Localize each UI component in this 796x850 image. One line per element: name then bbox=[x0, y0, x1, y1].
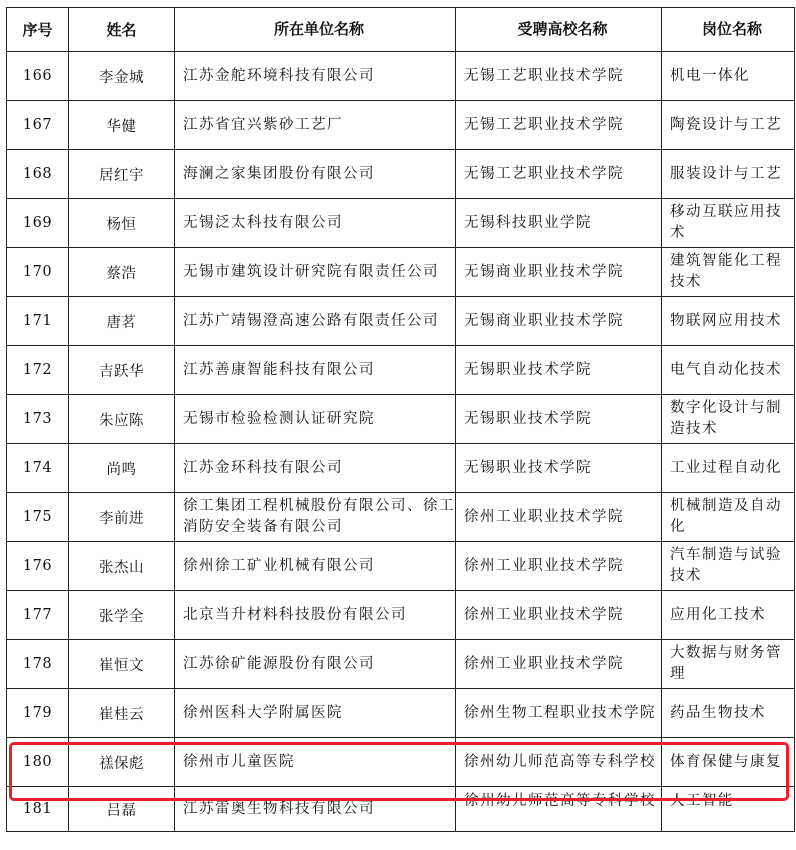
cell-name-text: 蔡浩 bbox=[106, 265, 137, 282]
table-row bbox=[7, 689, 795, 738]
cell-name-text: 李前进 bbox=[99, 510, 144, 527]
cell-name-text: 居红宇 bbox=[99, 167, 144, 184]
cell-name bbox=[69, 542, 175, 591]
cell-name-text: 朱应陈 bbox=[99, 412, 144, 429]
cell-no bbox=[7, 52, 69, 101]
header-school: 受聘高校名称 bbox=[456, 8, 662, 52]
cell-school-text: 徐州幼儿师范高等专科学校 bbox=[464, 793, 656, 809]
cell-post-text: 物联网应用技术 bbox=[670, 312, 782, 329]
cell-school-text: 徐州工业职业技术学院 bbox=[464, 508, 624, 525]
cell-post bbox=[662, 738, 795, 787]
header-name: 姓名 bbox=[69, 8, 175, 52]
cell-no-text: 179 bbox=[22, 705, 53, 721]
cell-unit-text: 江苏金舵环境科技有限公司 bbox=[183, 67, 375, 84]
cell-unit-text: 江苏雷奥生物科技有限公司 bbox=[183, 800, 375, 817]
table-row bbox=[7, 787, 795, 832]
cell-no bbox=[7, 101, 69, 150]
cell-post-text: 机电一体化 bbox=[670, 67, 750, 84]
cell-post-text: 应用化工技术 bbox=[670, 606, 766, 623]
cell-post-text: 数字化设计与制造技术 bbox=[670, 400, 782, 437]
cell-school bbox=[456, 395, 662, 444]
cell-unit bbox=[175, 493, 456, 542]
cell-no-text: 168 bbox=[22, 166, 53, 182]
cell-school bbox=[456, 52, 662, 101]
cell-unit-text: 徐州市儿童医院 bbox=[183, 753, 295, 770]
cell-unit-text: 北京当升材料科技股份有限公司 bbox=[183, 606, 407, 623]
cell-post bbox=[662, 248, 795, 297]
cell-unit bbox=[175, 199, 456, 248]
cell-post-text: 移动互联应用技术 bbox=[670, 204, 782, 241]
table-row bbox=[7, 395, 795, 444]
cell-post bbox=[662, 52, 795, 101]
cell-name-text: 李金城 bbox=[99, 69, 144, 86]
cell-no bbox=[7, 248, 69, 297]
cell-post-text: 人工智能 bbox=[670, 793, 734, 809]
cell-no bbox=[7, 493, 69, 542]
cell-school bbox=[456, 738, 662, 787]
cell-post bbox=[662, 395, 795, 444]
cell-unit-text: 江苏善康智能科技有限公司 bbox=[183, 361, 375, 378]
cell-post-text: 机械制造及自动化 bbox=[670, 498, 782, 535]
cell-name bbox=[69, 395, 175, 444]
cell-no-text: 176 bbox=[22, 558, 53, 574]
cell-name-text: 尚鸣 bbox=[106, 461, 137, 478]
cell-school bbox=[456, 591, 662, 640]
cell-unit bbox=[175, 150, 456, 199]
cell-name-text: 杨恒 bbox=[106, 216, 137, 233]
cell-name bbox=[69, 493, 175, 542]
cell-unit bbox=[175, 297, 456, 346]
cell-name bbox=[69, 101, 175, 150]
cell-unit-text: 无锡市建筑设计研究院有限责任公司 bbox=[183, 263, 439, 280]
table-header-row bbox=[7, 8, 795, 52]
cell-name-text: 崔桂云 bbox=[99, 706, 144, 723]
cell-unit-text: 江苏徐矿能源股份有限公司 bbox=[183, 655, 375, 672]
cell-unit bbox=[175, 248, 456, 297]
cell-name bbox=[69, 591, 175, 640]
cell-name-text: 吉跃华 bbox=[99, 363, 144, 380]
cell-no-text: 172 bbox=[22, 362, 53, 378]
cell-name-text: 华健 bbox=[106, 118, 137, 135]
cell-unit-text: 江苏省宜兴紫砂工艺厂 bbox=[183, 116, 343, 133]
cell-school bbox=[456, 297, 662, 346]
cell-school-text: 无锡科技职业学院 bbox=[464, 214, 592, 231]
table-row bbox=[7, 346, 795, 395]
cell-post bbox=[662, 493, 795, 542]
table-row bbox=[7, 591, 795, 640]
cell-name-text: 唐茗 bbox=[106, 314, 137, 331]
cell-school-text: 徐州幼儿师范高等专科学校 bbox=[464, 753, 656, 770]
cell-name bbox=[69, 689, 175, 738]
table-row bbox=[7, 297, 795, 346]
table-row bbox=[7, 738, 795, 787]
cell-post-text: 体育保健与康复 bbox=[670, 753, 782, 770]
cell-unit-text: 江苏金环科技有限公司 bbox=[183, 459, 343, 476]
cell-no-text: 177 bbox=[22, 607, 53, 623]
table-row bbox=[7, 444, 795, 493]
cell-post-text: 大数据与财务管理 bbox=[670, 645, 782, 682]
cell-post bbox=[662, 150, 795, 199]
cell-no bbox=[7, 542, 69, 591]
cell-school-text: 徐州工业职业技术学院 bbox=[464, 655, 624, 672]
cell-post-text: 药品生物技术 bbox=[670, 704, 766, 721]
cell-name bbox=[69, 297, 175, 346]
cell-unit-text: 海澜之家集团股份有限公司 bbox=[183, 165, 375, 182]
cell-post bbox=[662, 199, 795, 248]
cell-no bbox=[7, 346, 69, 395]
cell-school bbox=[456, 689, 662, 738]
cell-unit bbox=[175, 346, 456, 395]
cell-name bbox=[69, 787, 175, 832]
cell-no bbox=[7, 640, 69, 689]
cell-unit bbox=[175, 395, 456, 444]
cell-name bbox=[69, 444, 175, 493]
table-row bbox=[7, 150, 795, 199]
cell-no-text: 169 bbox=[22, 215, 53, 231]
cell-post-text: 工业过程自动化 bbox=[670, 459, 782, 476]
cell-school-text: 徐州工业职业技术学院 bbox=[464, 606, 624, 623]
cell-unit bbox=[175, 101, 456, 150]
cell-unit bbox=[175, 591, 456, 640]
cell-unit-text: 徐州医科大学附属医院 bbox=[183, 704, 343, 721]
cell-post-text: 陶瓷设计与工艺 bbox=[670, 116, 782, 133]
cell-name bbox=[69, 346, 175, 395]
table-row bbox=[7, 542, 795, 591]
cell-name bbox=[69, 248, 175, 297]
cell-unit bbox=[175, 787, 456, 832]
cell-unit bbox=[175, 689, 456, 738]
cell-school bbox=[456, 346, 662, 395]
cell-no-text: 174 bbox=[22, 460, 53, 476]
cell-no-text: 167 bbox=[22, 117, 53, 133]
cell-no-text: 181 bbox=[22, 801, 53, 817]
appointment-table bbox=[6, 7, 795, 832]
cell-unit-text: 江苏广靖锡澄高速公路有限责任公司 bbox=[183, 312, 439, 329]
table-row bbox=[7, 199, 795, 248]
cell-school-text: 徐州生物工程职业技术学院 bbox=[464, 704, 656, 721]
cell-school-text: 无锡职业技术学院 bbox=[464, 459, 592, 476]
cell-name bbox=[69, 199, 175, 248]
cell-post bbox=[662, 297, 795, 346]
cell-no bbox=[7, 738, 69, 787]
cell-unit-text: 无锡市检验检测认证研究院 bbox=[183, 410, 375, 427]
header-post: 岗位名称 bbox=[662, 8, 795, 52]
cell-name bbox=[69, 640, 175, 689]
cell-no bbox=[7, 297, 69, 346]
cell-unit-text: 徐工集团工程机械股份有限公司、徐工消防安全装备有限公司 bbox=[183, 498, 455, 535]
cell-school-text: 无锡职业技术学院 bbox=[464, 410, 592, 427]
table-row bbox=[7, 101, 795, 150]
cell-no bbox=[7, 444, 69, 493]
cell-unit bbox=[175, 640, 456, 689]
cell-no bbox=[7, 689, 69, 738]
cell-name bbox=[69, 150, 175, 199]
cell-no-text: 178 bbox=[22, 656, 53, 672]
cell-no-text: 180 bbox=[22, 754, 53, 770]
cell-no bbox=[7, 591, 69, 640]
header-no: 序号 bbox=[7, 8, 69, 52]
cell-name bbox=[69, 52, 175, 101]
cell-name-text: 张学全 bbox=[99, 608, 144, 625]
cell-name-text: 崔恒文 bbox=[99, 657, 144, 674]
cell-no-text: 175 bbox=[22, 509, 53, 525]
table-row bbox=[7, 640, 795, 689]
cell-school bbox=[456, 248, 662, 297]
cell-post-text: 电气自动化技术 bbox=[670, 361, 782, 378]
cell-no bbox=[7, 199, 69, 248]
cell-no-text: 166 bbox=[22, 68, 53, 84]
cell-no-text: 173 bbox=[22, 411, 53, 427]
cell-unit bbox=[175, 542, 456, 591]
cell-school bbox=[456, 787, 662, 832]
cell-post-text: 汽车制造与试验技术 bbox=[670, 547, 782, 584]
cell-unit-text: 徐州徐工矿业机械有限公司 bbox=[183, 557, 375, 574]
cell-post bbox=[662, 787, 795, 832]
cell-unit bbox=[175, 444, 456, 493]
cell-no bbox=[7, 395, 69, 444]
cell-post bbox=[662, 346, 795, 395]
cell-unit-text: 无锡泛太科技有限公司 bbox=[183, 214, 343, 231]
cell-post bbox=[662, 101, 795, 150]
cell-school bbox=[456, 542, 662, 591]
cell-school-text: 无锡工艺职业技术学院 bbox=[464, 116, 624, 133]
cell-school bbox=[456, 101, 662, 150]
table-row bbox=[7, 493, 795, 542]
cell-school-text: 无锡职业技术学院 bbox=[464, 361, 592, 378]
cell-unit bbox=[175, 738, 456, 787]
cell-post-text: 服装设计与工艺 bbox=[670, 165, 782, 182]
cell-name-text: 禚保彪 bbox=[99, 755, 144, 772]
cell-school-text: 徐州工业职业技术学院 bbox=[464, 557, 624, 574]
cell-school bbox=[456, 150, 662, 199]
table-row bbox=[7, 52, 795, 101]
cell-school-text: 无锡工艺职业技术学院 bbox=[464, 165, 624, 182]
header-unit: 所在单位名称 bbox=[175, 8, 456, 52]
cell-school bbox=[456, 199, 662, 248]
cell-post bbox=[662, 444, 795, 493]
cell-school-text: 无锡商业职业技术学院 bbox=[464, 312, 624, 329]
cell-post bbox=[662, 591, 795, 640]
cell-no bbox=[7, 787, 69, 832]
cell-post bbox=[662, 689, 795, 738]
cell-school bbox=[456, 444, 662, 493]
cell-no bbox=[7, 150, 69, 199]
cell-school-text: 无锡工艺职业技术学院 bbox=[464, 67, 624, 84]
cell-post-text: 建筑智能化工程技术 bbox=[670, 253, 782, 290]
cell-school bbox=[456, 640, 662, 689]
cell-name-text: 吕磊 bbox=[106, 802, 137, 819]
cell-no-text: 171 bbox=[22, 313, 53, 329]
cell-name-text: 张杰山 bbox=[99, 559, 144, 576]
cell-post bbox=[662, 542, 795, 591]
cell-school bbox=[456, 493, 662, 542]
cell-post bbox=[662, 640, 795, 689]
table-row bbox=[7, 248, 795, 297]
cell-name bbox=[69, 738, 175, 787]
cell-no-text: 170 bbox=[22, 264, 53, 280]
cell-unit bbox=[175, 52, 456, 101]
cell-school-text: 无锡商业职业技术学院 bbox=[464, 263, 624, 280]
